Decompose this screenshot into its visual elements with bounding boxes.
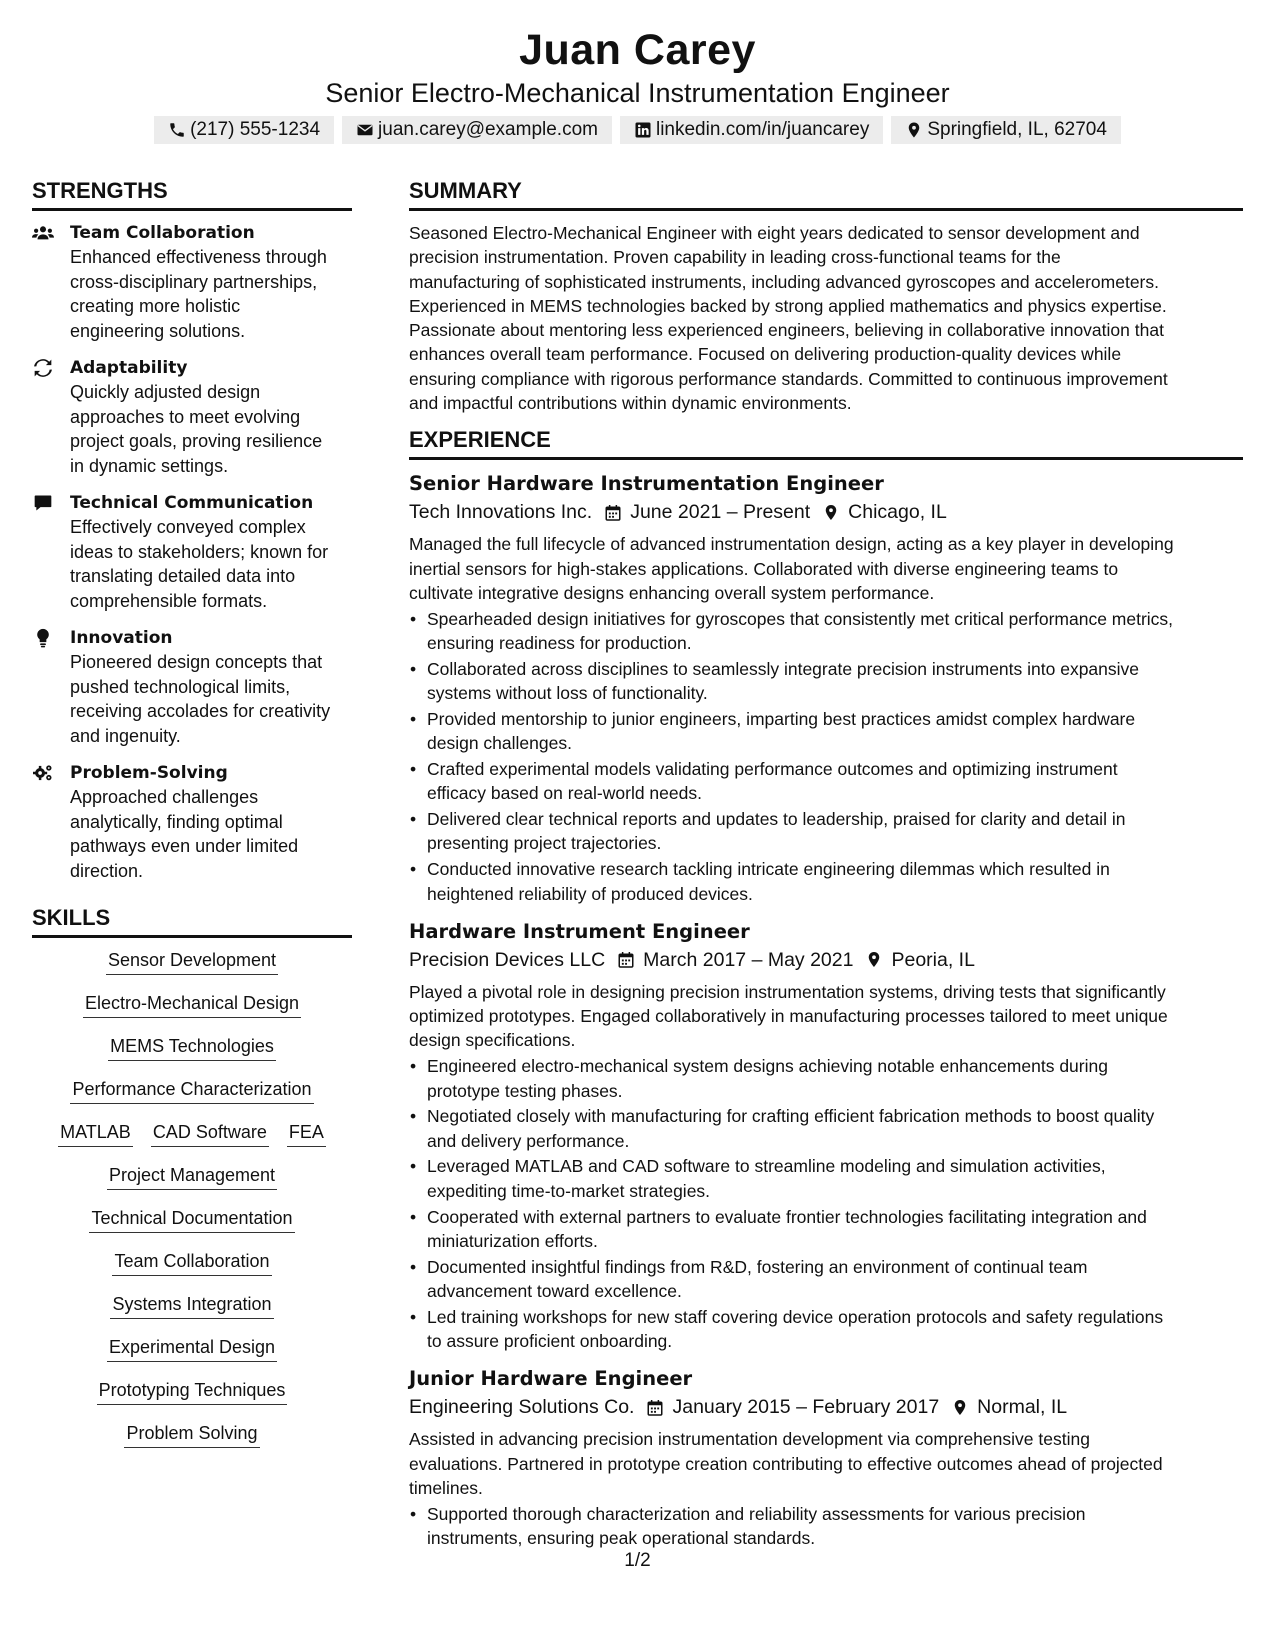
list-item: • Leveraged MATLAB and CAD software to streamline modeling and simulation activities, expediting time-to-market strategies.	[427, 1154, 1243, 1203]
strength-desc: Pioneered design concepts that pushed technological limits, receiving accolades for creativity and ingenuity.	[70, 652, 331, 746]
strength-desc: Enhanced effectiveness through cross-disciplinary partnerships, creating more holistic engineering solutions.	[70, 247, 327, 341]
job-dates: June 2021 – Present	[630, 501, 811, 524]
job-entry	[409, 1365, 1243, 1550]
job-company: Tech Innovations Inc.	[409, 501, 593, 524]
strength-title: Problem-Solving	[70, 763, 228, 783]
summary-text: Seasoned Electro-Mechanical Engineer with eight years dedicated to sensor development and precision instrumentation. Proven capability in leading cross-functional teams for the manufacturing of sophisticated instruments, including advanced gyroscopes and accelerometers. Experienced in MEMS technologies backed by strong applied mathematics and physics expertise. Passionate about mentoring less experienced engineers, believing in collaborative innovation that enhances overall team performance. Focused on delivering production-quality devices while ensuring compliance with rigorous performance standards. Committed to continuous improvement and impactful contributions within dynamic environments.	[409, 223, 1168, 414]
job-bullets	[409, 1054, 1243, 1353]
strength-desc: Quickly adjusted design approaches to meet evolving project goals, proving resilience in dynamic settings.	[70, 382, 323, 476]
list-item: • Led training workshops for new staff covering device operation protocols and safety regulations to assure proficient onboarding.	[427, 1305, 1243, 1354]
strength-item	[32, 221, 352, 343]
cogs-icon	[32, 763, 54, 783]
contact-location	[891, 116, 1121, 144]
list-item: • Supported thorough characterization and reliability assessments for various precision instruments, ensuring peak operational standards.	[427, 1502, 1243, 1551]
resume-header	[0, 0, 1275, 144]
job-description: Assisted in advancing precision instrumentation development via comprehensive testing evaluations. Partnered in prototype creation contributing to effective outcomes ahead of projected timelines.	[409, 1429, 1163, 1498]
strength-item	[32, 356, 352, 478]
list-item: • Engineered electro-mechanical system designs achieving notable enhancements during prototype testing phases.	[427, 1054, 1243, 1103]
strength-item	[32, 761, 352, 883]
job-location: Peoria, IL	[891, 948, 975, 971]
right-column	[409, 178, 1243, 1562]
skill-tag: Experimental Design	[107, 1335, 277, 1362]
skill-tag: Prototyping Techniques	[97, 1378, 288, 1405]
list-item: • Documented insightful findings from R&D, fostering an environment of continual team advancement toward excellence.	[427, 1255, 1243, 1304]
skill-tag: CAD Software	[151, 1120, 269, 1147]
map-pin-icon	[822, 503, 840, 522]
contact-phone[interactable]	[154, 116, 334, 144]
skill-tag: Performance Characterization	[70, 1077, 313, 1104]
contact-phone-text: (217) 555-1234	[190, 119, 321, 140]
page-number: 1/2	[624, 1550, 651, 1571]
calendar-icon	[604, 503, 622, 522]
users-icon	[32, 223, 54, 243]
skill-tag: Project Management	[107, 1163, 277, 1190]
skill-tag: MATLAB	[58, 1120, 133, 1147]
job-dates: March 2017 – May 2021	[643, 948, 854, 971]
job-meta	[409, 498, 1243, 526]
list-item: • Spearheaded design initiatives for gyroscopes that consistently met critical performance metrics, ensuring readiness for production.	[427, 607, 1243, 656]
summary-heading: SUMMARY	[409, 178, 1243, 211]
skill-tag: MEMS Technologies	[108, 1034, 276, 1061]
map-pin-icon	[865, 950, 883, 969]
calendar-icon	[646, 1398, 664, 1417]
list-item: • Delivered clear technical reports and updates to leadership, praised for clarity and detail in presenting project trajectories.	[427, 807, 1243, 856]
skill-tag: Problem Solving	[124, 1421, 259, 1448]
skill-tag: Sensor Development	[106, 948, 278, 975]
lightbulb-icon	[32, 628, 54, 648]
skill-tag: FEA	[287, 1120, 326, 1147]
contact-linkedin-text: linkedin.com/in/juancarey	[655, 119, 870, 140]
job-description: Played a pivotal role in designing precision instrumentation systems, driving tests that significantly optimized prototypes. Engaged collaboratively in manufacturing processes tailored to meet unique design specifications.	[409, 981, 1168, 1051]
comment-icon	[32, 493, 54, 513]
skills-list	[32, 948, 352, 1448]
strengths-heading: STRENGTHS	[32, 178, 352, 211]
contact-linkedin[interactable]	[620, 116, 883, 144]
job-title: Junior Hardware Engineer	[409, 1367, 693, 1391]
job-entry	[409, 918, 1243, 1353]
contact-location-text: Springfield, IL, 62704	[927, 119, 1107, 140]
phone-icon	[168, 121, 186, 139]
job-entry	[409, 470, 1243, 905]
envelope-icon	[356, 121, 374, 139]
list-item: • Crafted experimental models validating performance outcomes and optimizing instrument efficacy based on real-world needs.	[427, 757, 1243, 806]
job-bullets	[409, 1502, 1243, 1551]
job-title: Hardware Instrument Engineer	[409, 919, 750, 943]
job-dates: January 2015 – February 2017	[672, 1396, 940, 1419]
skill-tag: Electro-Mechanical Design	[83, 991, 301, 1018]
list-item: • Cooperated with external partners to evaluate frontier technologies facilitating integration and miniaturization efforts.	[427, 1205, 1243, 1254]
map-pin-icon	[905, 121, 923, 139]
job-company: Precision Devices LLC	[409, 948, 606, 971]
skill-tag: Team Collaboration	[112, 1249, 271, 1276]
list-item: • Collaborated across disciplines to seamlessly integrate precision instruments into expansive systems without loss of functionality.	[427, 657, 1243, 706]
strength-title: Adaptability	[70, 358, 188, 378]
contact-bar	[0, 116, 1275, 144]
strength-desc: Approached challenges analytically, finding optimal pathways even under limited direction.	[70, 787, 299, 881]
candidate-name: Juan Carey	[519, 26, 756, 74]
job-location: Chicago, IL	[848, 501, 947, 524]
skill-tag: Systems Integration	[110, 1292, 273, 1319]
map-pin-icon	[951, 1398, 969, 1417]
job-description: Managed the full lifecycle of advanced instrumentation design, acting as a key player in developing inertial sensors for high-stakes applications. Collaborated with diverse engineering teams to cultivate integrative designs enhancing overall system performance.	[409, 534, 1174, 603]
experience-heading: EXPERIENCE	[409, 427, 1243, 460]
job-meta	[409, 946, 1243, 974]
list-item: • Negotiated closely with manufacturing for crafting efficient fabrication methods to boost quality and delivery performance.	[427, 1104, 1243, 1153]
list-item: • Conducted innovative research tackling intricate engineering dilemmas which resulted in heightened reliability of produced devices.	[427, 857, 1243, 906]
strength-item	[32, 491, 352, 613]
contact-email-text: juan.carey@example.com	[378, 119, 598, 140]
job-bullets	[409, 607, 1243, 906]
job-title: Senior Hardware Instrumentation Engineer	[409, 472, 884, 496]
calendar-icon	[617, 950, 635, 969]
linkedin-icon	[634, 121, 652, 139]
skill-tag: Technical Documentation	[89, 1206, 294, 1233]
job-meta	[409, 1393, 1243, 1421]
strength-title: Technical Communication	[70, 493, 314, 513]
left-column	[32, 178, 352, 1464]
list-item: • Provided mentorship to junior engineers, imparting best practices amidst complex hardware design challenges.	[427, 707, 1243, 756]
candidate-title: Senior Electro-Mechanical Instrumentation Engineer	[325, 78, 950, 108]
strength-title: Team Collaboration	[70, 223, 255, 243]
job-company: Engineering Solutions Co.	[409, 1396, 635, 1419]
strength-title: Innovation	[70, 628, 173, 648]
strength-desc: Effectively conveyed complex ideas to stakeholders; known for translating detailed data into comprehensible formats.	[70, 517, 329, 611]
skills-heading: SKILLS	[32, 905, 352, 938]
strength-item	[32, 626, 352, 748]
job-location: Normal, IL	[977, 1396, 1068, 1419]
sync-icon	[32, 358, 54, 378]
contact-email[interactable]	[342, 116, 612, 144]
